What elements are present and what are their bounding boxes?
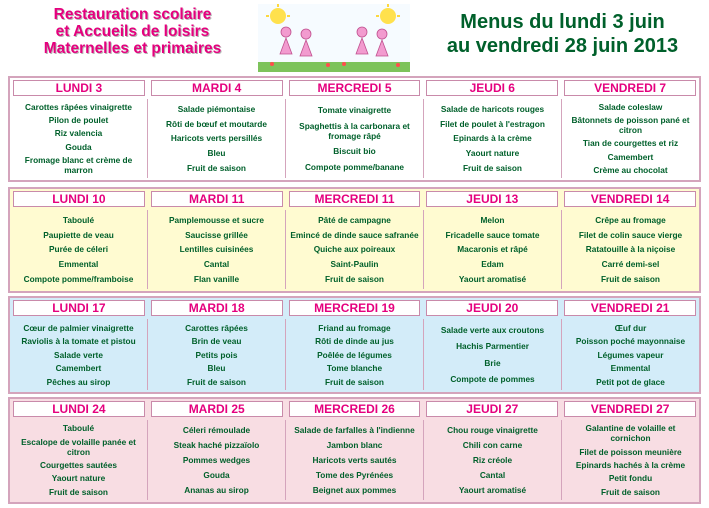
menu-item: Fruit de saison [186, 163, 246, 174]
day-header: LUNDI 17 [13, 300, 145, 316]
menu-item: Emincé de dinde sauce safranée [290, 229, 419, 240]
menu-item: Chili con carne [462, 440, 523, 450]
menu-item: Friand au fromage [318, 322, 391, 333]
menu-item: Bleu [207, 148, 226, 159]
week-block [8, 187, 701, 293]
day-columns [10, 319, 699, 390]
day-header: VENDREDI 27 [564, 401, 696, 417]
menu-item: Quiche aux poireaux [313, 244, 396, 255]
title-line: Maternelles et primaires [43, 40, 222, 57]
menu-item: Pâté de campagne [318, 214, 391, 225]
week-block [8, 397, 701, 504]
day-menu [10, 210, 147, 289]
menu-item: Fruit de saison [462, 163, 522, 174]
menu-item: Raviolis à la tomate et pistou [21, 336, 136, 346]
menu-item: Tian de courgettes et riz [582, 138, 679, 149]
menu-item: Salade de farfalles à l'indienne [294, 425, 415, 435]
day-menu [285, 210, 423, 289]
menu-item: Taboulé [62, 423, 95, 434]
menu-item: Salade verte [54, 349, 103, 360]
menu-item: Compote de pommes [450, 373, 535, 384]
menu-item: Camembert [55, 363, 102, 373]
menu-item: Cantal [203, 259, 230, 270]
day-menu [10, 420, 147, 500]
menu-item: Ananas au sirop [184, 485, 249, 495]
day-header: LUNDI 10 [13, 191, 145, 207]
day-header: MERCREDI 5 [289, 80, 421, 96]
menu-item: Fruit de saison [600, 486, 660, 497]
menu-item: Salade piémontaise [177, 103, 256, 114]
day-columns [10, 210, 699, 289]
menu-item: Rôti de bœuf et moutarde [166, 118, 267, 129]
day-menu [147, 99, 285, 178]
day-header-row [10, 189, 699, 207]
menu-item: Beignet aux pommes [312, 485, 397, 495]
day-header: VENDREDI 21 [564, 300, 696, 316]
menu-item: Edam [481, 259, 504, 270]
day-menu [423, 210, 561, 289]
menu-item: Petits pois [195, 349, 238, 360]
menu-item: Salade de haricots rouges [440, 103, 545, 114]
menu-item: Emmental [610, 363, 651, 373]
menu-item: Cantal [479, 470, 506, 480]
menu-item: Camembert [607, 151, 654, 162]
menu-item: Pêches au sirop [46, 376, 111, 387]
menu-item: Yaourt aromatisé [458, 485, 527, 495]
menu-item: Filet de poisson meunière [579, 446, 682, 457]
menu-item: Fruit de saison [48, 486, 108, 497]
menu-item: Tome des Pyrénées [315, 470, 394, 480]
day-header: VENDREDI 14 [564, 191, 696, 207]
day-header: JEUDI 13 [426, 191, 558, 207]
menu-item: Flan vanille [193, 274, 240, 285]
day-menu [285, 99, 423, 178]
menu-item: Epinards hachés à la crème [575, 459, 686, 470]
day-menu [147, 420, 285, 500]
day-header-row [10, 399, 699, 417]
day-menu [423, 319, 561, 390]
organization-title [10, 6, 255, 57]
menu-item: Compote pomme/banane [304, 162, 405, 173]
menu-item: Carottes râpées [185, 322, 248, 333]
menu-item: Tome blanche [326, 363, 383, 373]
day-columns [10, 99, 699, 178]
menu-item: Salade coleslaw [598, 102, 663, 113]
menu-item: Fricadelle sauce tomate [445, 229, 540, 240]
day-header: MARDI 4 [151, 80, 283, 96]
day-menu [561, 99, 699, 178]
menu-item: Bâtonnets de poisson pané et citron [571, 115, 690, 136]
menu-item: Fromage blanc et crème de marron [24, 154, 133, 175]
day-menu [10, 319, 147, 390]
children-drawing-illustration [258, 4, 410, 72]
menu-item: Ratatouille à la niçoise [585, 244, 676, 255]
day-header-row [10, 78, 699, 96]
day-menu [423, 420, 561, 500]
menu-item: Petit fondu [608, 473, 653, 484]
menu-item: Carottes râpées vinaigrette [25, 102, 132, 113]
menu-item: Légumes vapeur [597, 349, 664, 360]
day-header: MARDI 11 [151, 191, 283, 207]
menu-item: Yaourt nature [51, 473, 106, 484]
day-columns [10, 420, 699, 500]
menu-item: Céleri rémoulade [182, 425, 251, 435]
menu-item: Paupiette de veau [43, 229, 114, 240]
day-menu [10, 99, 147, 178]
day-header: MERCREDI 19 [289, 300, 421, 316]
menu-item: Haricots verts persillés [170, 133, 263, 144]
menu-item: Riz valencia [54, 128, 103, 139]
menu-item: Brin de veau [191, 336, 242, 346]
menu-item: Galantine de volaille et cornichon [585, 423, 676, 444]
menu-item: Tomate vinaigrette [317, 104, 392, 115]
menu-item: Macaronis et râpé [457, 244, 528, 255]
menu-item: Crème au chocolat [593, 164, 668, 175]
menu-item: Pilon de poulet [48, 115, 109, 126]
day-header: JEUDI 6 [426, 80, 558, 96]
day-menu [147, 319, 285, 390]
date-line: au vendredi 28 juin 2013 [446, 35, 679, 57]
day-header: LUNDI 3 [13, 80, 145, 96]
menu-item: Fruit de saison [186, 376, 246, 387]
menu-item: Biscuit bio [333, 146, 376, 157]
menu-item: Melon [480, 214, 505, 225]
day-header-row [10, 298, 699, 316]
menu-item: Fruit de saison [324, 376, 384, 387]
title-line: et Accueils de loisirs [55, 23, 210, 40]
menu-item: Escalope de volaille panée et citron [21, 436, 136, 457]
menu-item: Fruit de saison [324, 274, 384, 285]
menu-item: Saucisse grillée [185, 229, 248, 240]
menu-item: Œuf dur [614, 322, 647, 333]
day-menu [147, 210, 285, 289]
menu-item: Emmental [58, 259, 99, 270]
menu-item: Bleu [207, 363, 226, 373]
menu-item: Fruit de saison [600, 274, 660, 285]
title-line: Restauration scolaire [53, 6, 212, 23]
day-header: MARDI 18 [151, 300, 283, 316]
menu-item: Yaourt nature [465, 148, 520, 159]
week-block [8, 296, 701, 394]
menu-item: Carré demi-sel [601, 259, 660, 270]
menu-item: Poêlée de légumes [317, 349, 392, 360]
menu-item: Epinards à la crème [453, 133, 532, 144]
menu-item: Chou rouge vinaigrette [447, 425, 538, 435]
menu-item: Saint-Paulin [330, 259, 379, 270]
day-menu [561, 319, 699, 390]
day-header: VENDREDI 7 [564, 80, 696, 96]
menu-item: Gouda [65, 141, 92, 152]
menu-item: Hachis Parmentier [456, 341, 529, 352]
menu-item: Spaghettis à la carbonara et fromage râpé [299, 120, 410, 141]
week-block [8, 76, 701, 182]
day-menu [561, 420, 699, 500]
menu-item: Purée de céleri [48, 244, 109, 255]
day-header: MERCREDI 26 [289, 401, 421, 417]
menu-item: Yaourt aromatisé [458, 274, 527, 285]
menu-item: Taboulé [62, 214, 95, 225]
menu-item: Gouda [203, 470, 230, 480]
date-line: Menus du lundi 3 juin [460, 11, 665, 33]
menu-item: Courgettes sautées [39, 459, 117, 470]
day-header: JEUDI 20 [426, 300, 558, 316]
menu-item: Riz créole [472, 455, 513, 465]
day-header: JEUDI 27 [426, 401, 558, 417]
menu-item: Lentilles cuisinées [179, 244, 254, 255]
menu-item: Salade verte aux croutons [440, 325, 545, 336]
menu-item: Poisson poché mayonnaise [575, 336, 686, 346]
day-header: MERCREDI 11 [289, 191, 421, 207]
menu-item: Jambon blanc [326, 440, 383, 450]
menu-item: Steak haché pizzaïolo [173, 440, 260, 450]
menu-item: Brie [484, 357, 501, 368]
day-header: MARDI 25 [151, 401, 283, 417]
menu-item: Cœur de palmier vinaigrette [23, 322, 134, 333]
day-menu [285, 319, 423, 390]
menu-item: Filet de colin sauce vierge [578, 229, 683, 240]
menu-item: Pommes wedges [182, 455, 251, 465]
menu-period-title [420, 10, 705, 58]
menu-item: Filet de poulet à l'estragon [440, 118, 545, 129]
menu-item: Rôti de dinde au jus [315, 336, 394, 346]
day-menu [285, 420, 423, 500]
menu-item: Crêpe au fromage [595, 214, 666, 225]
menu-item: Pamplemousse et sucre [169, 214, 264, 225]
menu-item: Compote pomme/framboise [23, 274, 134, 285]
day-menu [423, 99, 561, 178]
day-menu [561, 210, 699, 289]
day-header: LUNDI 24 [13, 401, 145, 417]
menu-item: Haricots verts sautés [312, 455, 397, 465]
menu-item: Petit pot de glace [596, 376, 665, 387]
